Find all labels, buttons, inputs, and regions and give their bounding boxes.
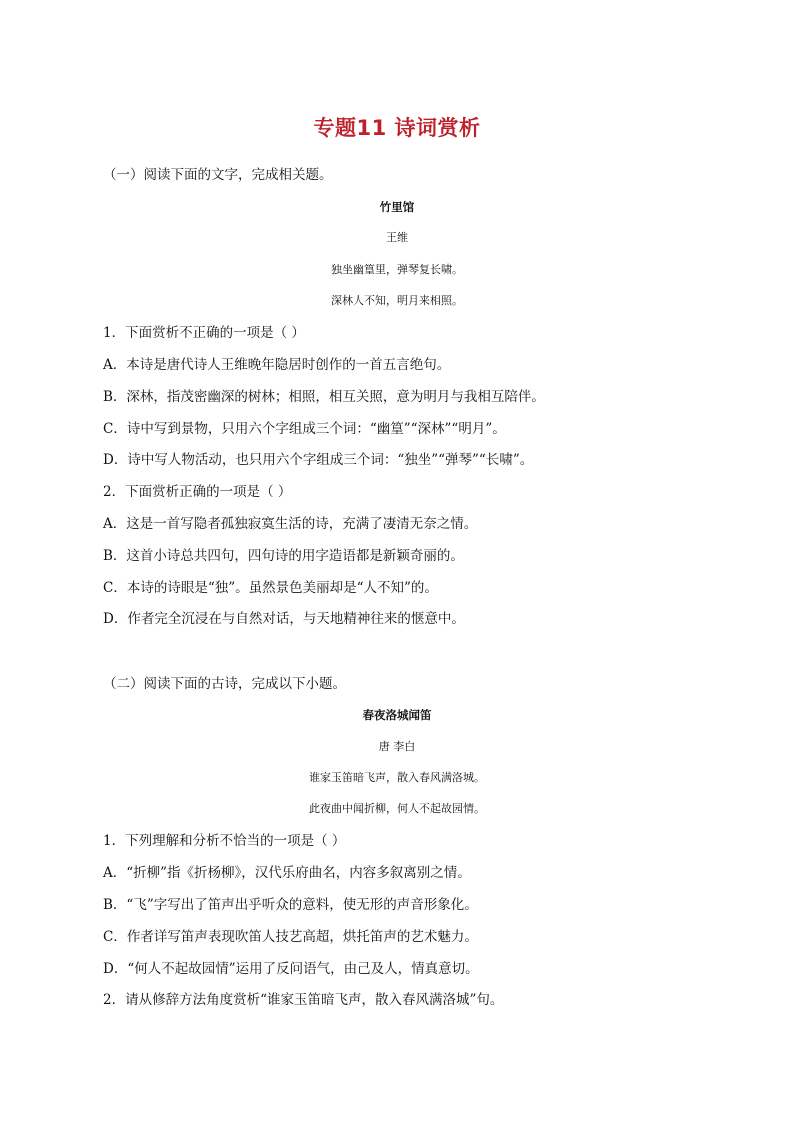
- s2-q1-option-c: C．作者详写笛声表现吹笛人技艺高超，烘托笛声的艺术魅力。: [103, 929, 478, 945]
- s1-q1-option-d: D．诗中写人物活动，也只用六个字组成三个词：“独坐”“弹琴”“长啸”。: [103, 452, 534, 468]
- section1-heading: （一）阅读下面的文字，完成相关题。: [103, 167, 333, 183]
- s1-q2-option-b: B．这首小诗总共四句，四句诗的用字造语都是新颖奇丽的。: [103, 548, 464, 564]
- s2-q1-option-a: A．“折柳”指《折杨柳》，汉代乐府曲名，内容多叙离别之情。: [103, 865, 471, 881]
- poem1-title: 竹里馆: [379, 200, 415, 214]
- s2-q1-stem: 1．下列理解和分析不恰当的一项是（ ）: [103, 833, 346, 849]
- poem2-line-1: 谁家玉笛暗飞声，散入春风满洛城。: [309, 771, 485, 784]
- poem2-title: 春夜洛城闻笛: [362, 708, 432, 722]
- s1-q2-stem: 2．下面赏析正确的一项是（ ）: [103, 484, 292, 500]
- poem1-line-1: 独坐幽篁里，弹琴复长啸。: [331, 263, 463, 276]
- s1-q1-stem: 1．下面赏析不正确的一项是（ ）: [103, 325, 305, 341]
- s1-q1-option-c: C．诗中写到景物，只用六个字组成三个词：“幽篁”“深林”“明月”。: [103, 421, 506, 437]
- s2-q2-stem: 2．请从修辞方法角度赏析“谁家玉笛暗飞声，散入春风满洛城”句。: [103, 992, 504, 1008]
- s1-q1-option-a: A．本诗是唐代诗人王维晚年隐居时创作的一首五言绝句。: [103, 357, 451, 373]
- poem1-line-2: 深林人不知，明月来相照。: [331, 294, 463, 307]
- poem2-author: 唐 李白: [378, 740, 416, 753]
- s1-q2-option-c: C．本诗的诗眼是“独”。虽然景色美丽却是“人不知”的。: [103, 580, 438, 596]
- s1-q2-option-d: D．作者完全沉浸在与自然对话，与天地精神往来的惬意中。: [103, 611, 465, 627]
- s1-q2-option-a: A．这是一首写隐者孤独寂寞生活的诗，充满了凄清无奈之情。: [103, 516, 478, 532]
- poem2-line-2: 此夜曲中闻折柳，何人不起故园情。: [309, 802, 485, 815]
- page-title: 专题11 诗词赏析: [313, 116, 481, 140]
- s2-q1-option-d: D．“何人不起故园情”运用了反问语气，由己及人，情真意切。: [103, 961, 479, 977]
- s1-q1-option-b: B．深林，指茂密幽深的树林；相照，相互关照，意为明月与我相互陪伴。: [103, 389, 545, 405]
- section2-heading: （二）阅读下面的古诗，完成以下小题。: [103, 676, 346, 692]
- poem1-author: 王维: [386, 231, 408, 244]
- s2-q1-option-b: B．“飞”字写出了笛声出乎听众的意料，使无形的声音形象化。: [103, 897, 478, 913]
